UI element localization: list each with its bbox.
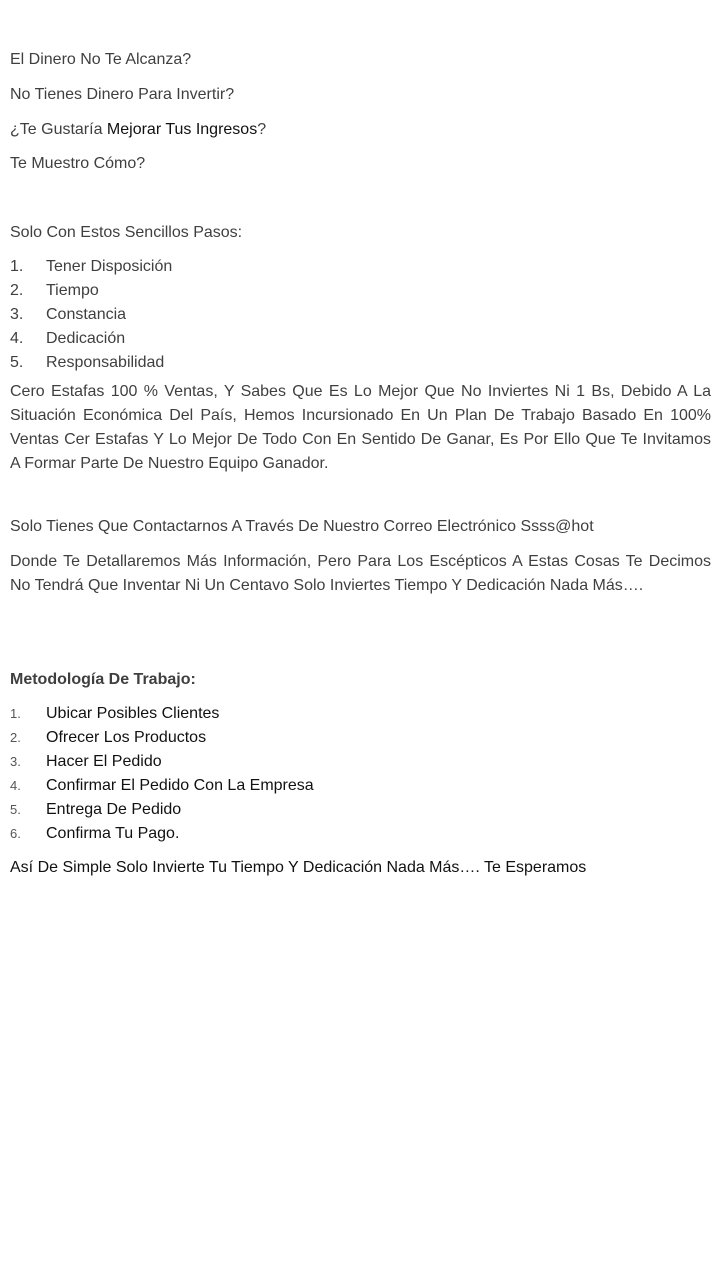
body-paragraph-2: Solo Tienes Que Contactarnos A Través De Nuestro Correo Electrónico Ssss@hot: [10, 518, 594, 535]
list-item-label: Hacer El Pedido: [46, 753, 162, 770]
closing-line: Así De Simple Solo Invierte Tu Tiempo Y Dedicación Nada Más…. Te Esperamos: [10, 859, 587, 876]
list-item-number: 2.: [10, 282, 24, 299]
list-item-number: 5.: [10, 354, 24, 371]
intro-line-2: No Tienes Dinero Para Invertir?: [10, 86, 235, 103]
list-item-number: 3.: [10, 306, 24, 323]
intro-line-3-prefix: ¿Te Gustaría: [10, 121, 107, 138]
list-item-number: 1.: [10, 258, 24, 275]
intro-line-3-highlight: Mejorar Tus Ingresos: [106, 121, 258, 138]
list-item-number: 3.: [10, 754, 21, 769]
intro-line-1: El Dinero No Te Alcanza?: [10, 51, 192, 68]
method-title: Metodología De Trabajo:: [10, 671, 196, 688]
intro-line-4: Te Muestro Cómo?: [10, 155, 146, 172]
list-item-label: Ubicar Posibles Clientes: [46, 705, 220, 722]
list-item-label: Responsabilidad: [46, 354, 165, 371]
list-item-number: 5.: [10, 802, 21, 817]
body-paragraph-3: Donde Te Detallaremos Más Información, Pero Para Los Escépticos A Estas Cosas Te Decimos No Tendrá Que Inventar Ni Un Centavo Solo Inviertes Tiempo Y Dedicación Nada Más….: [10, 553, 711, 594]
body-paragraph-1: Cero Estafas 100 % Ventas, Y Sabes Que Es Lo Mejor Que No Inviertes Ni 1 Bs, Debido A La Situación Económica Del País, Hemos Incursionado En Un Plan De Trabajo Basado En 100% Ventas Cer Estafas Y Lo Mejor De Todo Con En Sentido De Ganar, Es Por Ello Que Te Invitamos A Formar Parte De Nuestro Equipo Ganador.: [10, 383, 711, 472]
list-item-number: 6.: [10, 826, 21, 841]
list-item-label: Dedicación: [46, 330, 126, 347]
list-item-number: 2.: [10, 730, 21, 745]
list-item-label: Entrega De Pedido: [46, 801, 182, 818]
list-item-label: Tener Disposición: [46, 258, 173, 275]
list-item-label: Confirmar El Pedido Con La Empresa: [46, 777, 314, 794]
intro-line-3: [10, 120, 266, 140]
list-item-label: Ofrecer Los Productos: [46, 729, 207, 746]
list-item-number: 4.: [10, 330, 24, 347]
list-item-number: 4.: [10, 778, 21, 793]
list-item-number: 1.: [10, 706, 21, 721]
list-item-label: Constancia: [46, 306, 127, 323]
steps-title: Solo Con Estos Sencillos Pasos:: [10, 224, 243, 241]
list-item-label: Tiempo: [46, 282, 99, 299]
list-item-label: Confirma Tu Pago.: [46, 825, 180, 842]
intro-line-3-suffix: ?: [257, 121, 267, 138]
